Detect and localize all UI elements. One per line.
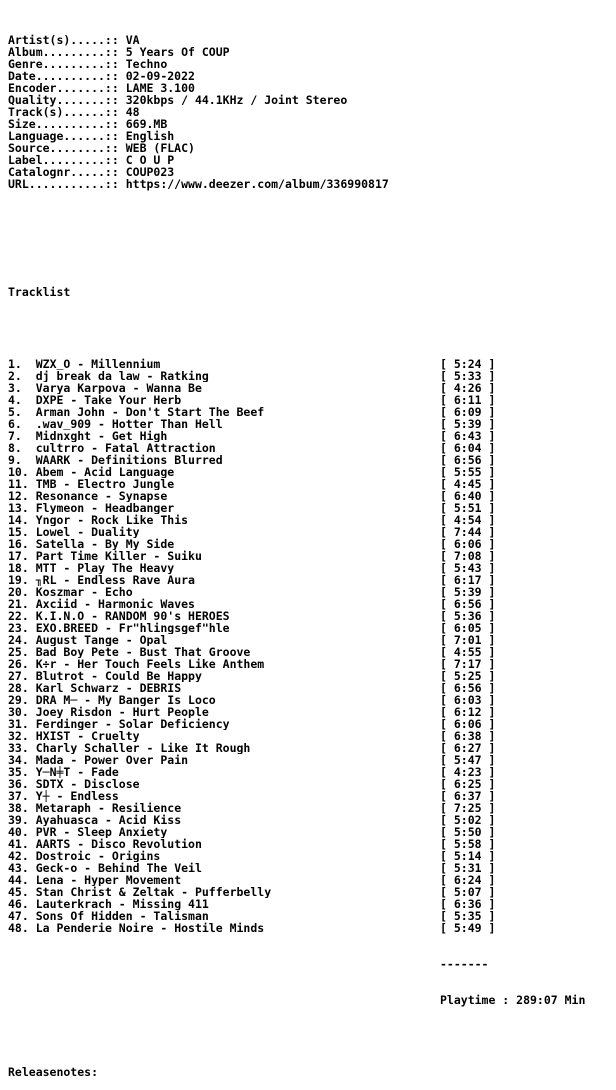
track-title: EXO.BREED - Fr"hlingsgef"hle: [35, 622, 230, 634]
track-title: Blutrot - Could Be Happy: [35, 670, 202, 682]
track-duration: [ 4:45 ]: [440, 477, 496, 491]
track-duration: [ 7:08 ]: [440, 549, 496, 563]
track-row: [8, 562, 585, 574]
track-title: cultrro - Fatal Attraction: [35, 442, 216, 454]
track-duration: [ 5:14 ]: [440, 849, 496, 863]
track-title: La Penderie Noire - Hostile Minds: [35, 922, 265, 934]
track-number: 10.: [8, 466, 29, 478]
track-row: [8, 406, 585, 418]
track-row: [8, 610, 585, 622]
track-title: Stan Christ & Zeltak - Pufferbelly: [35, 886, 272, 898]
track-number: 29.: [8, 694, 29, 706]
track-duration: [ 6:11 ]: [440, 393, 496, 407]
track-duration: [ 6:27 ]: [440, 741, 496, 755]
total-playtime: Playtime : 289:07 Min: [440, 993, 586, 1007]
track-number: 9.: [8, 454, 29, 466]
track-row: [8, 922, 585, 934]
track-duration: [ 6:56 ]: [440, 681, 496, 695]
track-number: 7.: [8, 430, 29, 442]
track-title: Charly Schaller - Like It Rough: [35, 742, 251, 754]
track-row: [8, 454, 585, 466]
track-duration: [ 6:38 ]: [440, 729, 496, 743]
track-row: [8, 514, 585, 526]
track-row: [8, 802, 585, 814]
info-key: Quality.......::: [8, 93, 119, 107]
track-number: 8.: [8, 442, 29, 454]
track-row: [8, 790, 585, 802]
track-row: [8, 550, 585, 562]
track-number: 23.: [8, 622, 29, 634]
track-number: 4.: [8, 394, 29, 406]
nfo-document: [8, 10, 585, 1090]
track-duration: [ 5:24 ]: [440, 357, 496, 371]
track-number: 33.: [8, 742, 29, 754]
playtime-divider: -------: [440, 957, 489, 971]
track-row: [8, 538, 585, 550]
track-row: [8, 850, 585, 862]
track-duration: [ 5:58 ]: [440, 837, 496, 851]
track-duration: [ 7:25 ]: [440, 801, 496, 815]
track-title: ╖RL - Endless Rave Aura: [35, 574, 195, 586]
track-number: 3.: [8, 382, 29, 394]
track-row: [8, 730, 585, 742]
track-title: dj break da law - Ratking: [35, 370, 209, 382]
track-title: Joey Risdon - Hurt People: [35, 706, 209, 718]
track-row: [8, 658, 585, 670]
track-title: Arman John - Don't Start The Beef: [35, 406, 265, 418]
track-number: 40.: [8, 826, 29, 838]
info-value: LAME 3.100: [125, 81, 195, 95]
track-duration: [ 6:04 ]: [440, 441, 496, 455]
track-row: [8, 874, 585, 886]
track-number: 19.: [8, 574, 29, 586]
track-duration: [ 6:12 ]: [440, 705, 496, 719]
track-title: Ayahuasca - Acid Kiss: [35, 814, 182, 826]
track-row: [8, 442, 585, 454]
track-row: [8, 754, 585, 766]
info-key: Label.........::: [8, 153, 119, 167]
track-number: 31.: [8, 718, 29, 730]
track-title: Lena - Hyper Movement: [35, 874, 182, 886]
track-number: 11.: [8, 478, 29, 490]
track-row: [8, 682, 585, 694]
info-line: [8, 178, 585, 190]
track-number: 2.: [8, 370, 29, 382]
track-row: [8, 418, 585, 430]
track-row: [8, 574, 585, 586]
track-title: Koszmar - Echo: [35, 586, 133, 598]
track-title: Axciid - Harmonic Waves: [35, 598, 195, 610]
track-title: Metaraph - Resilience: [35, 802, 182, 814]
track-duration: [ 6:56 ]: [440, 453, 496, 467]
track-title: Ferdinger - Solar Deficiency: [35, 718, 230, 730]
track-row: [8, 394, 585, 406]
track-duration: [ 7:44 ]: [440, 525, 496, 539]
track-duration: [ 4:23 ]: [440, 765, 496, 779]
track-duration: [ 5:47 ]: [440, 753, 496, 767]
track-row: [8, 646, 585, 658]
track-number: 37.: [8, 790, 29, 802]
info-value: 02-09-2022: [125, 69, 195, 83]
track-title: Satella - By My Side: [35, 538, 175, 550]
track-title: AARTS - Disco Revolution: [35, 838, 202, 850]
track-row: [8, 862, 585, 874]
track-duration: [ 5:02 ]: [440, 813, 496, 827]
track-duration: [ 5:39 ]: [440, 585, 496, 599]
track-title: TMB - Electro Jungle: [35, 478, 175, 490]
track-number: 39.: [8, 814, 29, 826]
track-title: WZX_O - Millennium: [35, 358, 161, 370]
track-title: Flymeon - Headbanger: [35, 502, 175, 514]
track-number: 12.: [8, 490, 29, 502]
track-duration: [ 6:03 ]: [440, 693, 496, 707]
track-title: K÷r - Her Touch Feels Like Anthem: [35, 658, 265, 670]
track-row: [8, 526, 585, 538]
info-key: Track(s)......::: [8, 105, 119, 119]
track-duration: [ 6:40 ]: [440, 489, 496, 503]
info-key: Album.........::: [8, 45, 119, 59]
track-row: [8, 778, 585, 790]
track-number: 18.: [8, 562, 29, 574]
track-duration: [ 5:51 ]: [440, 501, 496, 515]
track-title: Lowel - Duality: [35, 526, 140, 538]
track-duration: [ 6:09 ]: [440, 405, 496, 419]
track-duration: [ 5:49 ]: [440, 921, 496, 935]
track-row: [8, 478, 585, 490]
track-title: Dostroic - Origins: [35, 850, 161, 862]
track-row: [8, 718, 585, 730]
track-number: 41.: [8, 838, 29, 850]
track-title: MTT - Play The Heavy: [35, 562, 175, 574]
info-key: Catalognr.....::: [8, 165, 119, 179]
info-value: 5 Years Of COUP: [125, 45, 230, 59]
track-row: [8, 826, 585, 838]
track-title: DXPE - Take Your Herb: [35, 394, 182, 406]
track-row: [8, 898, 585, 910]
track-number: 14.: [8, 514, 29, 526]
track-duration: [ 6:05 ]: [440, 621, 496, 635]
track-title: WAARK - Definitions Blurred: [35, 454, 223, 466]
track-number: 45.: [8, 886, 29, 898]
track-duration: [ 5:25 ]: [440, 669, 496, 683]
info-value: 320kbps / 44.1KHz / Joint Stereo: [125, 93, 348, 107]
info-value: COUP023: [125, 165, 175, 179]
track-number: 27.: [8, 670, 29, 682]
track-row: [8, 586, 585, 598]
track-number: 21.: [8, 598, 29, 610]
track-row: [8, 634, 585, 646]
track-duration: [ 5:35 ]: [440, 909, 496, 923]
track-title: Bad Boy Pete - Bust That Groove: [35, 646, 251, 658]
track-title: Part Time Killer - Suiku: [35, 550, 202, 562]
info-key: Artist(s).....::: [8, 33, 119, 47]
track-duration: [ 4:54 ]: [440, 513, 496, 527]
info-value: C O U P: [125, 153, 175, 167]
info-value: Techno: [125, 57, 168, 71]
track-duration: [ 6:17 ]: [440, 573, 496, 587]
info-key: Date..........::: [8, 69, 119, 83]
track-duration: [ 5:31 ]: [440, 861, 496, 875]
track-number: 28.: [8, 682, 29, 694]
track-number: 42.: [8, 850, 29, 862]
releasenotes-heading: Releasenotes:: [8, 1065, 99, 1079]
track-title: .wav_909 - Hotter Than Hell: [35, 418, 223, 430]
track-number: 47.: [8, 910, 29, 922]
track-row: [8, 910, 585, 922]
track-duration: [ 6:06 ]: [440, 537, 496, 551]
track-row: [8, 886, 585, 898]
track-row: [8, 430, 585, 442]
track-row: [8, 466, 585, 478]
track-title: Y─N╪T - Fade: [35, 766, 119, 778]
track-number: 15.: [8, 526, 29, 538]
track-row: [8, 358, 585, 370]
track-row: [8, 814, 585, 826]
track-number: 17.: [8, 550, 29, 562]
track-title: DRA M─ - My Banger Is Loco: [35, 694, 216, 706]
track-title: Yngor - Rock Like This: [35, 514, 189, 526]
track-duration: [ 6:56 ]: [440, 597, 496, 611]
track-title: Abem - Acid Language: [35, 466, 175, 478]
track-title: Varya Karpova - Wanna Be: [35, 382, 202, 394]
track-number: 1.: [8, 358, 29, 370]
info-value: 669.MB: [125, 117, 168, 131]
track-row: [8, 706, 585, 718]
track-number: 26.: [8, 658, 29, 670]
track-row: [8, 598, 585, 610]
track-duration: [ 6:36 ]: [440, 897, 496, 911]
track-title: Geck-o - Behind The Veil: [35, 862, 202, 874]
track-number: 16.: [8, 538, 29, 550]
track-duration: [ 6:25 ]: [440, 777, 496, 791]
track-title: Karl Schwarz - DEBRIS: [35, 682, 182, 694]
track-duration: [ 5:43 ]: [440, 561, 496, 575]
track-number: 24.: [8, 634, 29, 646]
track-duration: [ 5:33 ]: [440, 369, 496, 383]
track-row: [8, 382, 585, 394]
track-row: [8, 742, 585, 754]
track-duration: [ 4:26 ]: [440, 381, 496, 395]
info-value: https://www.deezer.com/album/336990817: [125, 177, 389, 191]
track-row: [8, 490, 585, 502]
track-number: 32.: [8, 730, 29, 742]
track-row: [8, 670, 585, 682]
info-value: VA: [125, 33, 140, 47]
track-duration: [ 4:55 ]: [440, 645, 496, 659]
info-value: English: [125, 129, 175, 143]
track-duration: [ 5:07 ]: [440, 885, 496, 899]
track-row: [8, 694, 585, 706]
release-info: [8, 34, 585, 190]
track-number: 6.: [8, 418, 29, 430]
track-title: HXIST - Cruelty: [35, 730, 140, 742]
track-duration: [ 6:37 ]: [440, 789, 496, 803]
track-duration: [ 6:43 ]: [440, 429, 496, 443]
track-title: Resonance - Synapse: [35, 490, 168, 502]
track-duration: [ 6:24 ]: [440, 873, 496, 887]
track-title: August Tange - Opal: [35, 634, 168, 646]
track-number: 13.: [8, 502, 29, 514]
info-key: URL...........::: [8, 177, 119, 191]
tracklist: [8, 358, 585, 934]
info-value: WEB (FLAC): [125, 141, 195, 155]
info-key: Genre.........::: [8, 57, 119, 71]
track-number: 20.: [8, 586, 29, 598]
track-number: 48.: [8, 922, 29, 934]
track-title: Mada - Power Over Pain: [35, 754, 189, 766]
track-number: 46.: [8, 898, 29, 910]
track-title: K.I.N.O - RANDOM 90's HEROES: [35, 610, 230, 622]
track-row: [8, 502, 585, 514]
track-number: 34.: [8, 754, 29, 766]
info-value: 48: [125, 105, 140, 119]
track-duration: [ 6:06 ]: [440, 717, 496, 731]
track-number: 43.: [8, 862, 29, 874]
track-title: PVR - Sleep Anxiety: [35, 826, 168, 838]
track-title: Midnxght - Get High: [35, 430, 168, 442]
track-number: 44.: [8, 874, 29, 886]
track-number: 30.: [8, 706, 29, 718]
track-row: [8, 766, 585, 778]
info-key: Source........::: [8, 141, 119, 155]
track-duration: [ 5:50 ]: [440, 825, 496, 839]
info-key: Language......::: [8, 129, 119, 143]
track-title: SDTX - Disclose: [35, 778, 140, 790]
track-number: 36.: [8, 778, 29, 790]
track-row: [8, 370, 585, 382]
info-key: Size..........::: [8, 117, 119, 131]
track-number: 38.: [8, 802, 29, 814]
info-key: Encoder.......::: [8, 81, 119, 95]
track-row: [8, 622, 585, 634]
track-title: Lauterkrach - Missing 411: [35, 898, 209, 910]
track-duration: [ 5:39 ]: [440, 417, 496, 431]
track-number: 35.: [8, 766, 29, 778]
track-row: [8, 838, 585, 850]
track-number: 5.: [8, 406, 29, 418]
track-title: Sons Of Hidden - Talisman: [35, 910, 209, 922]
track-duration: [ 5:55 ]: [440, 465, 496, 479]
track-number: 22.: [8, 610, 29, 622]
track-duration: [ 7:17 ]: [440, 657, 496, 671]
track-number: 25.: [8, 646, 29, 658]
track-duration: [ 5:36 ]: [440, 609, 496, 623]
track-title: Y┼ - Endless: [35, 790, 119, 802]
track-duration: [ 7:01 ]: [440, 633, 496, 647]
tracklist-heading: Tracklist: [8, 285, 71, 299]
